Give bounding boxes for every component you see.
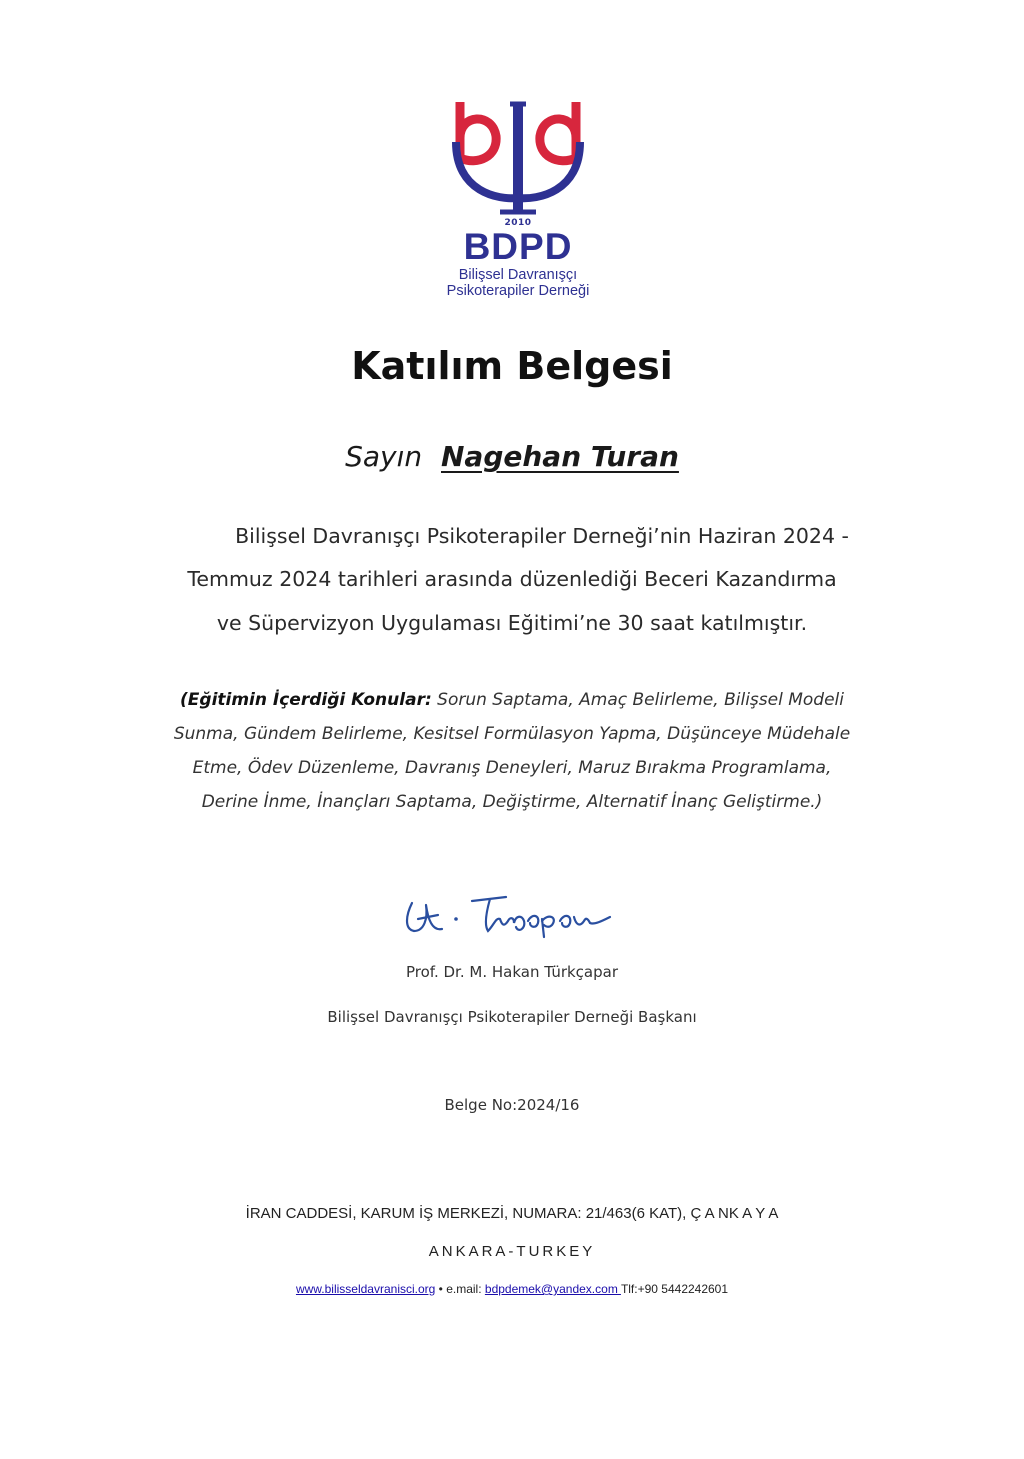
recipient-name: Nagehan Turan [441,440,679,473]
logo-text-line1: Bilişsel Davranışçı [458,267,578,283]
phone-number: Tlf:+90 5442242601 [620,1282,729,1296]
psi-logo-icon [438,100,598,225]
topics-line-1 [0,690,1024,710]
footer-city: ANKARA-TURKEY [428,1243,596,1260]
logo-abbreviation: BDPD [463,226,573,267]
salutation [0,440,1024,473]
website-link[interactable]: www.bilisseldavranisci.org [295,1282,436,1296]
certificate-title: Katılım Belgesi [351,344,673,388]
body-line-2: Temmuz 2024 tarihleri arasında düzenlediği Beceri Kazandırma [187,567,837,591]
logo-year: 2010 [504,218,532,228]
topics-text-1: Sorun Saptama, Amaç Belirleme, Bilişsel Modeli [431,690,844,710]
footer-contact [0,1282,1024,1296]
salutation-prefix: Sayın [345,440,423,473]
email-link[interactable]: bdpdemek@yandex.com [484,1282,621,1296]
body-line-1: Bilişsel Davranışçı Psikoterapiler Derneği’nin Haziran 2024 - [235,524,849,548]
signer-name: Prof. Dr. M. Hakan Türkçapar [405,963,619,981]
topics-label: (Eğitimin İçerdiği Konular: [180,690,432,710]
association-logo [438,100,598,305]
signer-title: Bilişsel Davranışçı Psikoterapiler Derneği Başkanı [327,1008,697,1026]
topics-line-2: Sunma, Gündem Belirleme, Kesitsel Formülasyon Yapma, Düşünceye Müdehale [173,724,851,744]
email-label: • e.mail: [435,1282,485,1296]
topics-line-3: Etme, Ödev Düzenleme, Davranış Deneyleri, Maruz Bırakma Programlama, [192,758,832,778]
body-line-3: ve Süpervizyon Uygulaması Eğitimi’ne 30 saat katılmıştır. [216,611,808,635]
logo-text-line2: Psikoterapiler Derneği [446,283,590,299]
handwritten-signature [398,885,638,945]
footer-address: İRAN CADDESİ, KARUM İŞ MERKEZİ, NUMARA: 21/463(6 KAT), Ç A NK A Y A [245,1205,779,1222]
document-number: Belge No:2024/16 [444,1096,580,1114]
topics-line-4: Derine İnme, İnançları Saptama, Değiştirme, Alternatif İnanç Geliştirme.) [201,792,823,812]
